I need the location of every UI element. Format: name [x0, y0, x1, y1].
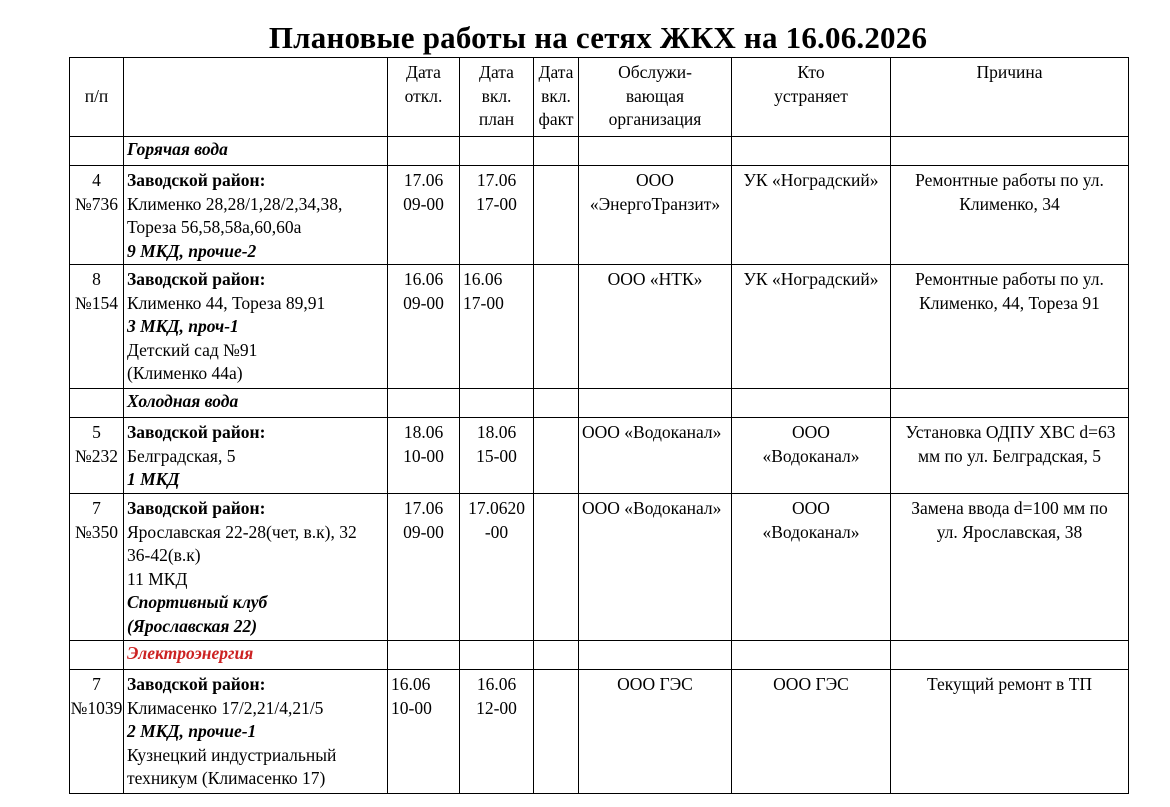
section-title: Горячая вода	[124, 137, 388, 166]
row-number: 7 №350	[70, 494, 124, 641]
header-num-label: п/п	[84, 86, 109, 107]
header-num	[70, 58, 124, 137]
row-address: Заводской район: Климасенко 17/2,21/4,21/5 2 МКД, прочие-1 Кузнецкий индустриальный техникум (Климасенко 17)	[124, 670, 388, 794]
row-date-on-plan: 17.06 17-00	[460, 166, 534, 265]
works-table	[69, 57, 1129, 794]
section-title: Электроэнергия	[124, 641, 388, 670]
header-date-on-plan: Дата вкл. план	[460, 58, 534, 137]
row-service-org: ООО «НТК»	[579, 265, 732, 389]
row-reason: Текущий ремонт в ТП	[891, 670, 1129, 794]
section-row-hot-water	[70, 137, 1129, 166]
table-row	[70, 494, 1129, 641]
table-header-row	[70, 58, 1129, 137]
header-reason: Причина	[891, 58, 1129, 137]
row-number: 7 №1039	[70, 670, 124, 794]
row-service-org: ООО «ЭнергоТранзит»	[579, 166, 732, 265]
row-who-fixes: ООО ГЭС	[732, 670, 891, 794]
row-reason: Замена ввода d=100 мм по ул. Ярославская, 38	[891, 494, 1129, 641]
row-date-on-plan: 18.06 15-00	[460, 418, 534, 494]
table-row	[70, 670, 1129, 794]
row-date-off: 17.06 09-00	[388, 166, 460, 265]
header-who-fixes: Кто устраняет	[732, 58, 891, 137]
table-row	[70, 265, 1129, 389]
section-row-electricity	[70, 641, 1129, 670]
row-number: 4 №736	[70, 166, 124, 265]
row-address: Заводской район: Ярославская 22-28(чет, в.к), 32 36-42(в.к) 11 МКД Спортивный клуб (Ярославская 22)	[124, 494, 388, 641]
table-row	[70, 418, 1129, 494]
row-date-on-fact	[534, 494, 579, 641]
row-who-fixes: УК «Ноградский»	[732, 166, 891, 265]
row-service-org: ООО «Водоканал»	[579, 494, 732, 641]
table-row	[70, 166, 1129, 265]
row-reason: Установка ОДПУ ХВС d=63 мм по ул. Белградская, 5	[891, 418, 1129, 494]
row-date-on-plan: 16.06 17-00	[460, 265, 534, 389]
row-address: Заводской район: Белградская, 5 1 МКД	[124, 418, 388, 494]
row-date-off: 18.06 10-00	[388, 418, 460, 494]
header-date-on-fact: Дата вкл. факт	[534, 58, 579, 137]
row-date-on-fact	[534, 265, 579, 389]
row-date-on-fact	[534, 670, 579, 794]
row-who-fixes: ООО «Водоканал»	[732, 418, 891, 494]
row-service-org: ООО «Водоканал»	[579, 418, 732, 494]
row-date-on-plan: 17.0620 -00	[460, 494, 534, 641]
row-date-off: 16.06 10-00	[388, 670, 460, 794]
row-who-fixes: ООО «Водоканал»	[732, 494, 891, 641]
header-date-off: Дата откл.	[388, 58, 460, 137]
section-title: Холодная вода	[124, 389, 388, 418]
page-title: Плановые работы на сетях ЖКХ на 16.06.2026	[268, 20, 928, 55]
row-date-on-fact	[534, 418, 579, 494]
row-reason: Ремонтные работы по ул. Клименко, 34	[891, 166, 1129, 265]
section-row-cold-water	[70, 389, 1129, 418]
row-reason: Ремонтные работы по ул. Клименко, 44, Тореза 91	[891, 265, 1129, 389]
row-who-fixes: УК «Ноградский»	[732, 265, 891, 389]
row-number: 5 №232	[70, 418, 124, 494]
row-number: 8 №154	[70, 265, 124, 389]
row-address: Заводской район: Клименко 28,28/1,28/2,34,38, Тореза 56,58,58а,60,60а 9 МКД, прочие-2	[124, 166, 388, 265]
row-date-on-plan: 16.06 12-00	[460, 670, 534, 794]
row-service-org: ООО ГЭС	[579, 670, 732, 794]
row-date-off: 17.06 09-00	[388, 494, 460, 641]
header-address	[124, 58, 388, 137]
row-address: Заводской район: Клименко 44, Тореза 89,91 3 МКД, проч-1 Детский сад №91 (Клименко 44а)	[124, 265, 388, 389]
row-date-on-fact	[534, 166, 579, 265]
header-service-org: Обслужи- вающая организация	[579, 58, 732, 137]
row-date-off: 16.06 09-00	[388, 265, 460, 389]
